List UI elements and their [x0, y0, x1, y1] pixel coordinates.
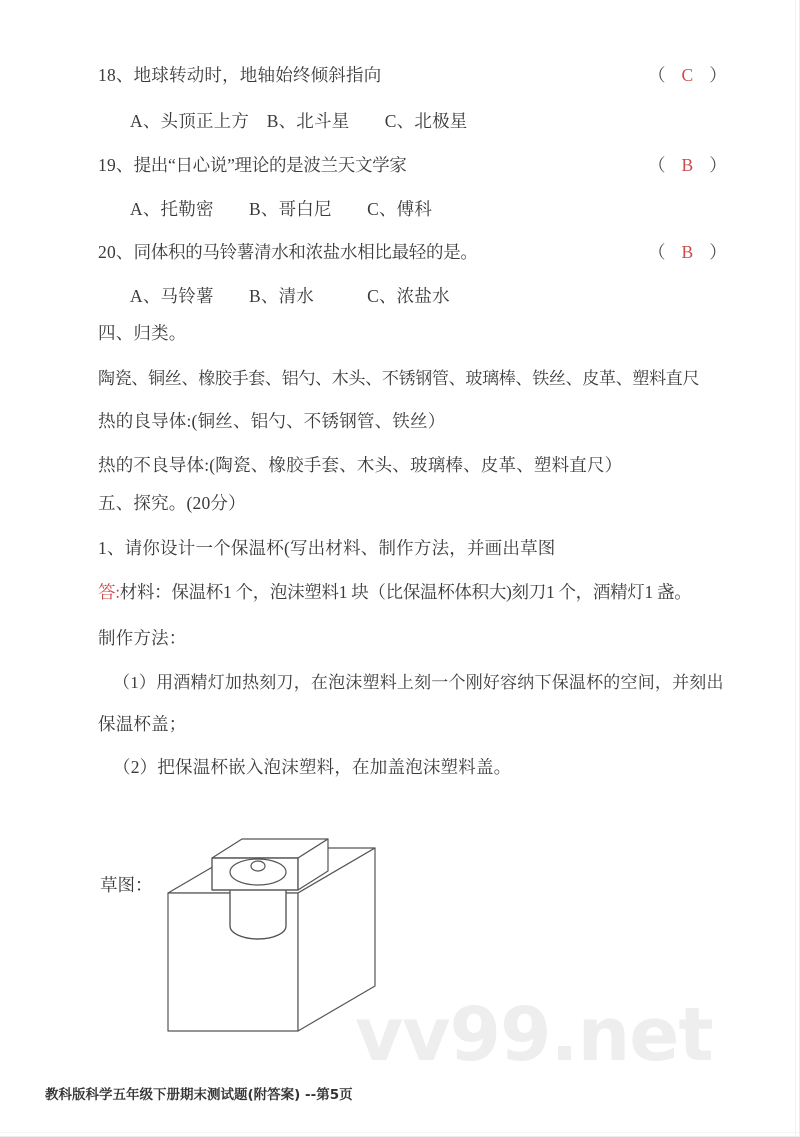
paren-open: （ [648, 155, 666, 175]
question-19-answer-box [648, 152, 727, 177]
sketch-svg [150, 826, 410, 1076]
question-19-options: A、托勒密 B、哥白尼 C、傅科 [130, 199, 433, 219]
paren-open: （ [648, 242, 666, 262]
method-step-1-line-2: 保温杯盖； [98, 714, 187, 734]
question-19-answer: B [681, 155, 694, 175]
answer-marker: 答: [98, 582, 120, 602]
paren-close: ） [709, 65, 727, 85]
answer-materials-text: 材料：保温杯1 个，泡沫塑料1 块（比保温杯体积大)刻刀1 个，酒精灯1 盏。 [119, 582, 692, 602]
question-20-answer: B [681, 242, 694, 262]
site-watermark: vv99.net [355, 992, 713, 1078]
section-four-materials: 陶瓷、铜丝、橡胶手套、铝勺、木头、不锈钢管、玻璃棒、铁丝、皮革、塑料直尺 [98, 369, 700, 388]
question-19-number: 19、 [98, 155, 134, 175]
question-20-answer-box [648, 239, 727, 264]
section-five-heading: 五、探究。(20分） [98, 493, 246, 513]
question-18-options: A、头顶正上方 B、北斗星 C、北极星 [130, 111, 468, 131]
thermos-cup-sketch [150, 826, 410, 1076]
paren-open: （ [648, 65, 666, 85]
question-18-answer: C [681, 65, 694, 85]
paren-close: ） [709, 155, 727, 175]
section-five-answer-line [98, 579, 691, 604]
question-20-text: 同体积的马铃薯清水和浓盐水相比最轻的是。 [133, 242, 478, 262]
question-18-stem [98, 62, 381, 87]
sketch-label: 草图： [100, 875, 153, 895]
question-18-answer-box [648, 62, 727, 87]
question-19-stem [98, 152, 407, 177]
poor-conductors-answer: 热的不良导体:(陶瓷、橡胶手套、木头、玻璃棒、皮革、塑料直尺） [98, 455, 623, 475]
question-20-number: 20、 [98, 242, 134, 262]
question-20-stem [98, 239, 478, 264]
question-18-number: 18、 [98, 65, 134, 85]
paren-close: ） [709, 242, 727, 262]
question-18-text: 地球转动时，地轴始终倾斜指向 [133, 65, 382, 85]
method-heading: 制作方法： [98, 628, 187, 648]
section-five-question: 1、请你设计一个保温杯(写出材料、制作方法，并画出草图 [98, 538, 556, 558]
question-19-text: 提出“日心说”理论的是波兰天文学家 [133, 155, 407, 175]
question-20-options: A、马铃薯 B、清水 C、浓盐水 [130, 286, 450, 306]
method-step-2: （2）把保温杯嵌入泡沫塑料，在加盖泡沫塑料盖。 [113, 757, 512, 777]
page-footer: 教科版科学五年级下册期末测试题(附答案) --第5页 [45, 1087, 353, 1103]
section-four-heading: 四、归类。 [98, 323, 187, 343]
method-step-1-line-1: （1）用酒精灯加热刻刀，在泡沫塑料上刻一个刚好容纳下保温杯的空间，并刻出 [113, 673, 724, 692]
good-conductors-answer: 热的良导体:(铜丝、铝勺、不锈钢管、铁丝） [98, 411, 446, 431]
